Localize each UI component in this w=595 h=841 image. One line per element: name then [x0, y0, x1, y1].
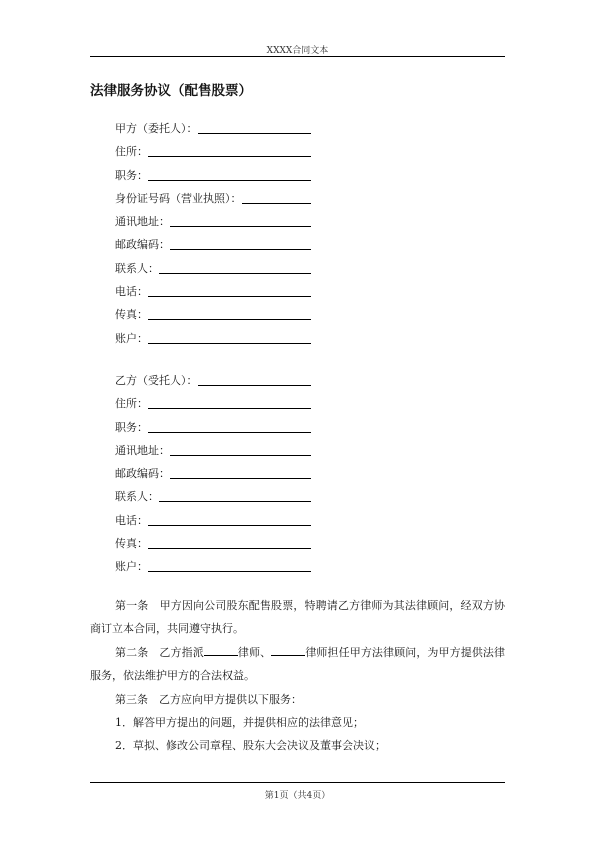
clause-3: 第三条 乙方应向甲方提供以下服务：: [115, 692, 302, 706]
form-field-blank[interactable]: [170, 440, 311, 456]
form-field-blank[interactable]: [148, 165, 311, 181]
form-field-blank[interactable]: [148, 556, 311, 572]
form-field-blank[interactable]: [159, 486, 311, 502]
clause-3-item-2: 2．草拟、修改公司章程、股东大会决议及董事会决议；: [115, 739, 386, 753]
form-field-blank[interactable]: [170, 211, 311, 227]
form-field-label: 职务：: [115, 420, 148, 434]
lawyer-name-blank-1[interactable]: [204, 643, 238, 656]
form-field-blank[interactable]: [148, 328, 311, 344]
form-field-row: [115, 164, 415, 187]
clause-2-part-1: 第二条 乙方指派: [115, 645, 204, 659]
form-field-label: 甲方（委托人）：: [115, 122, 198, 135]
clause-2: [90, 641, 505, 688]
form-field-blank[interactable]: [148, 510, 311, 526]
party-a-section: [115, 117, 415, 350]
form-field-row: [115, 392, 415, 415]
clause-2-part-2: 律师、: [237, 645, 272, 659]
form-field-blank[interactable]: [198, 370, 312, 386]
form-field-row: [115, 462, 415, 485]
form-field-row: [115, 532, 415, 555]
form-field-row: [115, 187, 415, 210]
clause-1: 第一条 甲方因向公司股东配售股票，特聘请乙方律师为其法律顾问，经双方协商订立本合同，共同遵守执行。: [90, 599, 505, 636]
form-field-blank[interactable]: [170, 463, 311, 479]
form-field-row: [115, 485, 415, 508]
form-field-blank[interactable]: [148, 393, 311, 409]
form-field-blank[interactable]: [148, 533, 311, 549]
form-field-row: [115, 327, 415, 350]
form-field-row: [115, 303, 415, 326]
form-field-label: 住所：: [115, 145, 148, 159]
clauses-section: [90, 594, 505, 758]
form-field-row: [115, 416, 415, 439]
form-field-label: 身份证号码（营业执照）：: [115, 191, 242, 205]
page-footer: 第1页（共4页）: [264, 791, 331, 801]
lawyer-name-blank-2[interactable]: [271, 643, 305, 656]
form-field-label: 账户：: [115, 331, 148, 345]
form-field-blank[interactable]: [148, 281, 311, 297]
form-field-label: 联系人：: [115, 490, 159, 504]
form-field-row: [115, 210, 415, 233]
form-field-row: [115, 257, 415, 280]
form-field-row: [115, 233, 415, 256]
form-field-blank[interactable]: [242, 188, 312, 204]
form-field-blank[interactable]: [159, 258, 311, 274]
clause-2-part-3: 律师担任甲方法律顾问，为甲方提供法律服务，依法维护甲方的合法权益。: [90, 645, 506, 683]
form-field-label: 住所：: [115, 397, 148, 411]
form-field-row: [115, 555, 415, 578]
form-field-blank[interactable]: [148, 417, 311, 433]
form-field-label: 邮政编码：: [115, 467, 170, 481]
form-field-blank[interactable]: [198, 118, 312, 134]
form-field-label: 账户：: [115, 560, 148, 574]
form-field-blank[interactable]: [170, 234, 311, 250]
page-header: XXXX合同文本: [266, 46, 329, 56]
form-field-label: 通讯地址：: [115, 215, 170, 229]
form-field-row: [115, 140, 415, 163]
party-b-section: [115, 369, 415, 579]
form-field-label: 电话：: [115, 285, 148, 299]
form-field-row: [115, 439, 415, 462]
form-field-label: 传真：: [115, 537, 148, 551]
form-field-label: 职务：: [115, 168, 148, 182]
form-field-label: 邮政编码：: [115, 238, 170, 252]
header-divider: [90, 56, 505, 57]
form-field-blank[interactable]: [148, 141, 311, 157]
form-field-row: [115, 117, 415, 140]
form-field-label: 传真：: [115, 308, 148, 322]
footer-divider: [90, 782, 505, 783]
form-field-row: [115, 369, 415, 392]
form-field-row: [115, 509, 415, 532]
form-field-blank[interactable]: [148, 304, 311, 320]
form-field-label: 联系人：: [115, 261, 159, 275]
clause-3-item-1: 1．解答甲方提出的问题，并提供相应的法律意见；: [115, 716, 364, 730]
form-field-label: 乙方（受托人）：: [115, 374, 198, 387]
form-field-row: [115, 280, 415, 303]
form-field-label: 电话：: [115, 513, 148, 527]
document-title: 法律服务协议（配售股票）: [90, 83, 252, 99]
form-field-label: 通讯地址：: [115, 443, 170, 457]
